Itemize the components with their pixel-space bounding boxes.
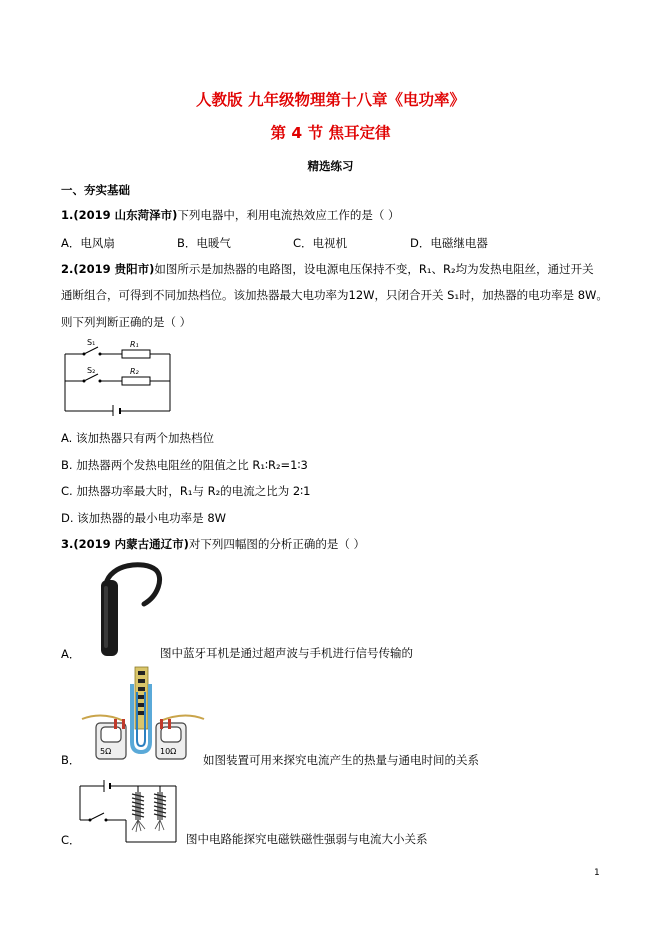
heater-circuit-diagram <box>58 336 178 416</box>
label-r1: R₁ <box>130 340 139 349</box>
q2-option-b: B. 加热器两个发热电阻丝的阻值之比 R₁∶R₂=1∶3 <box>61 458 308 472</box>
q3-number: 3. <box>61 537 74 551</box>
q2-number: 2. <box>61 262 74 276</box>
electromagnet-circuit-image <box>76 774 188 854</box>
switch-blade <box>90 813 104 820</box>
q2-stem-line1: 如图所示是加热器的电路图，设电源电压保持不变，R₁、R₂均为发热电阻丝，通过开关 <box>154 262 594 276</box>
resistor-10-ohm-label: 10Ω <box>160 747 177 756</box>
q2-stem-line3: 则下列判断正确的是（ ） <box>61 315 192 329</box>
q3-option-a-label: A． <box>61 647 81 661</box>
bluetooth-earphone-image <box>92 560 167 658</box>
question-2 <box>61 262 594 276</box>
q2-stem-line2: 通断组合，可得到不同加热档位。该加热器最大电功率为12W，只闭合开关 S₁时，加热器的电功率是 8W。 <box>61 288 608 302</box>
q1-stem: 下列电器中，利用电流热效应工作的是（ ） <box>177 208 400 222</box>
q3-option-c-label: C． <box>61 833 81 847</box>
q3-stem: 对下列四幅图的分析正确的是（ ） <box>188 537 366 551</box>
q1-option-b: B．电暖气 <box>177 236 231 250</box>
question-3 <box>61 537 365 551</box>
page-number: 1 <box>594 868 600 878</box>
q3-option-b-text: 如图装置可用来探究电流产生的热量与通电时间的关系 <box>203 753 479 767</box>
subtitle: 精选练习 <box>307 159 354 173</box>
resistor-r2 <box>122 377 150 385</box>
resistor-5-ohm-label: 5Ω <box>100 747 112 756</box>
label-s2: S₂ <box>87 366 96 375</box>
label-r2: R₂ <box>130 367 139 376</box>
q3-option-a-text: 图中蓝牙耳机是通过超声波与手机进行信号传输的 <box>160 646 413 660</box>
q2-option-c: C. 加热器功率最大时，R₁与 R₂的电流之比为 2∶1 <box>61 484 311 498</box>
part-heading: 一、夯实基础 <box>61 183 130 197</box>
label-s1: S₁ <box>87 338 96 347</box>
q2-option-d: D. 该加热器的最小电功率是 8W <box>61 511 227 525</box>
q3-option-b-label: B． <box>61 753 81 767</box>
switch-s2-blade <box>84 374 98 381</box>
document-title: 人教版 九年级物理第十八章《电功率》 <box>196 91 465 109</box>
section-title: 第 4 节 焦耳定律 <box>270 124 391 142</box>
q1-number: 1. <box>61 208 74 222</box>
q3-source: (2019 内蒙古通辽市) <box>73 537 189 551</box>
q1-option-c: C．电视机 <box>293 236 348 250</box>
q1-source: (2019 山东菏泽市) <box>73 208 178 222</box>
q2-option-a: A. 该加热器只有两个加热档位 <box>61 431 214 445</box>
q1-option-d: D．电磁继电器 <box>410 236 488 250</box>
question-1 <box>61 208 400 222</box>
q2-source: (2019 贵阳市) <box>73 262 155 276</box>
resistor-r1 <box>122 350 150 358</box>
q1-option-a: A．电风扇 <box>61 236 115 250</box>
switch-s1-blade <box>84 347 98 354</box>
q3-option-c-text: 图中电路能探究电磁铁磁性强弱与电流大小关系 <box>186 832 428 846</box>
joule-heat-apparatus-image <box>80 664 206 770</box>
